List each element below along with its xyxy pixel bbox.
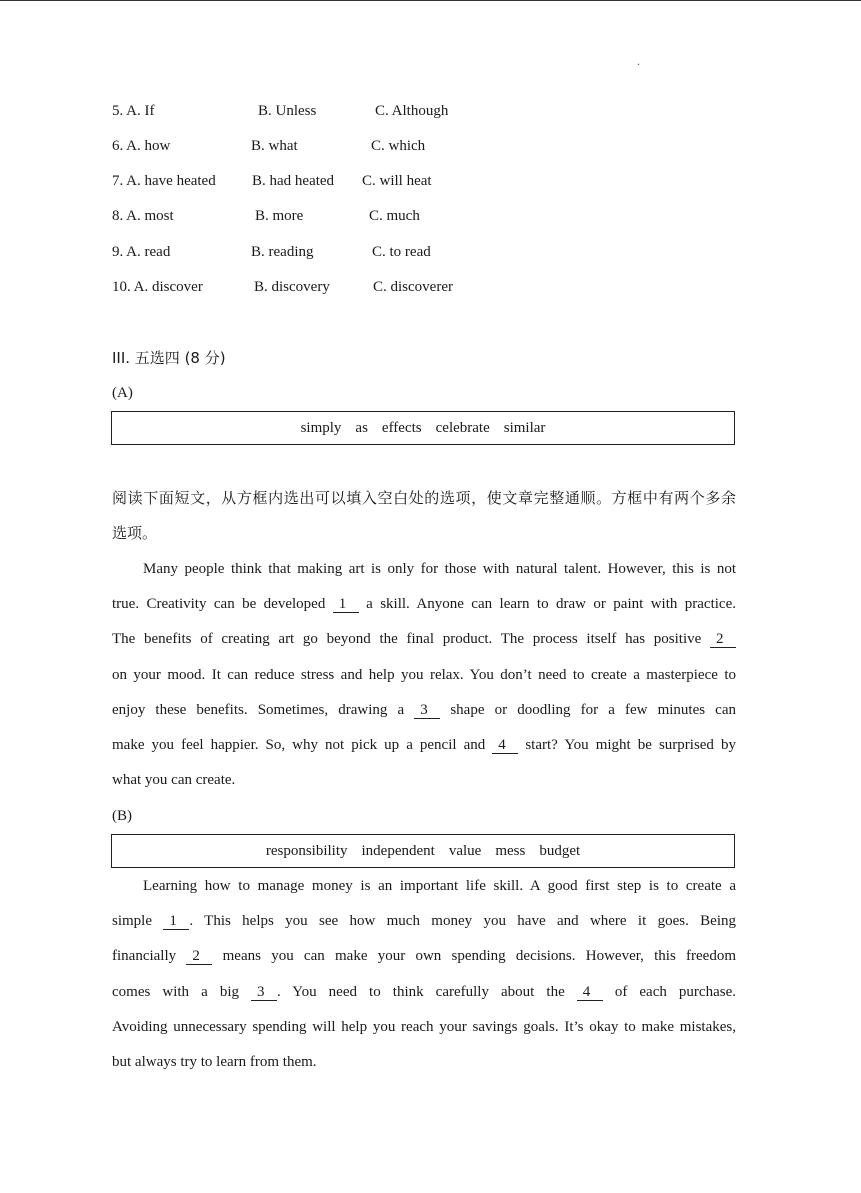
passage-text: means you can make your own spending decisions. However, this freedom bbox=[212, 948, 736, 965]
answer-blank: 3 bbox=[251, 984, 277, 1001]
passage-b bbox=[112, 869, 736, 1080]
passage-line bbox=[112, 763, 736, 798]
passage-text: financially bbox=[112, 948, 187, 965]
option-c: C. will heat bbox=[362, 173, 432, 189]
word-option: independent bbox=[361, 842, 435, 859]
word-option: responsibility bbox=[265, 842, 348, 859]
passage-text: Avoiding unnecessary spending will help you reach your savings goals. It’s okay to make mistakes, bbox=[112, 1018, 736, 1035]
part-a-label: (A) bbox=[112, 385, 133, 401]
answer-blank: 4 bbox=[577, 984, 603, 1001]
passage-line bbox=[112, 552, 736, 587]
passage-a bbox=[112, 552, 736, 798]
passage-text: Learning how to manage money is an important life skill. A good first step is to create a bbox=[143, 878, 736, 894]
instruction bbox=[112, 481, 736, 551]
passage-text: on your mood. It can reduce stress and help you relax. You don’t need to create a masterpiece to bbox=[112, 666, 736, 683]
passage-line bbox=[112, 869, 736, 904]
answer-blank: 2 bbox=[186, 948, 212, 965]
word-box-a bbox=[111, 411, 735, 445]
passage-line bbox=[112, 939, 736, 974]
instruction-line-1: 阅读下面短文，从方框内选出可以填入空白处的选项，使文章完整通顺。方框中有两个多余 bbox=[112, 489, 736, 507]
option-b: B. discovery bbox=[254, 279, 330, 295]
word-option: simply bbox=[300, 419, 342, 436]
answer-blank: 1 bbox=[333, 596, 359, 613]
option-b: B. reading bbox=[251, 244, 314, 260]
passage-text: simple bbox=[112, 913, 164, 930]
word-option: value bbox=[448, 842, 482, 859]
answer-blank: 2 bbox=[710, 631, 736, 648]
page-mark: . bbox=[637, 54, 640, 68]
passage-text: of each purchase. bbox=[602, 983, 736, 1000]
option-c: C. to read bbox=[372, 244, 431, 260]
option-b: B. what bbox=[251, 138, 298, 154]
passage-line bbox=[112, 622, 736, 657]
option-a: 6. A. how bbox=[112, 138, 171, 154]
section-heading bbox=[112, 347, 226, 370]
passage-text: true. Creativity can be developed bbox=[112, 596, 333, 613]
passage-text: enjoy these benefits. Sometimes, drawing a bbox=[112, 701, 415, 718]
option-b: B. more bbox=[255, 208, 304, 224]
passage-text: comes with a big bbox=[112, 983, 252, 1000]
passage-text: a skill. Anyone can learn to draw or paint with practice. bbox=[358, 596, 736, 613]
option-a: 5. A. If bbox=[112, 103, 155, 119]
option-a: 8. A. most bbox=[112, 208, 174, 224]
passage-text: what you can create. bbox=[112, 772, 236, 789]
answer-blank: 4 bbox=[492, 737, 518, 754]
option-c: C. much bbox=[369, 208, 420, 224]
option-c: C. which bbox=[371, 138, 426, 154]
word-box-b bbox=[111, 834, 735, 868]
passage-line bbox=[112, 658, 736, 693]
page-top-border bbox=[0, 0, 861, 1]
option-b: B. Unless bbox=[258, 103, 317, 119]
passage-line bbox=[112, 904, 736, 939]
word-option: celebrate bbox=[435, 419, 490, 436]
passage-text: start? You might be surprised by bbox=[518, 737, 736, 754]
option-c: C. discoverer bbox=[373, 279, 453, 295]
passage-line bbox=[112, 587, 736, 622]
passage-text: but always try to learn from them. bbox=[112, 1054, 317, 1071]
passage-line bbox=[112, 975, 736, 1010]
word-option: effects bbox=[381, 419, 422, 436]
passage-line bbox=[112, 693, 736, 728]
option-c: C. Although bbox=[375, 103, 449, 119]
option-a: 7. A. have heated bbox=[112, 173, 216, 189]
option-a: 10. A. discover bbox=[112, 279, 203, 295]
word-option: as bbox=[355, 419, 368, 436]
passage-text: make you feel happier. So, why not pick up a pencil and bbox=[112, 737, 493, 754]
answer-blank: 1 bbox=[163, 913, 189, 930]
passage-text: The benefits of creating art go beyond the final product. The process itself has positive bbox=[112, 631, 710, 648]
option-b: B. had heated bbox=[252, 173, 335, 189]
passage-line bbox=[112, 1010, 736, 1045]
passage-line bbox=[112, 1045, 736, 1080]
option-a: 9. A. read bbox=[112, 244, 171, 260]
passage-text: shape or doodling for a few minutes can bbox=[440, 701, 736, 718]
passage-text: . You need to think carefully about the bbox=[277, 983, 577, 1000]
passage-line bbox=[112, 728, 736, 763]
instruction-line-2: 选项。 bbox=[112, 524, 158, 543]
word-option: mess bbox=[495, 842, 526, 859]
passage-text: . This helps you see how much money you have and where it goes. Being bbox=[189, 913, 736, 930]
word-option: budget bbox=[539, 842, 581, 859]
answer-blank: 3 bbox=[414, 702, 440, 719]
section-title: III. 五选四 (8 分) bbox=[112, 349, 226, 367]
word-option: similar bbox=[503, 419, 546, 436]
part-b-label: (B) bbox=[112, 808, 132, 824]
passage-text: Many people think that making art is only for those with natural talent. However, this is not bbox=[143, 561, 736, 577]
